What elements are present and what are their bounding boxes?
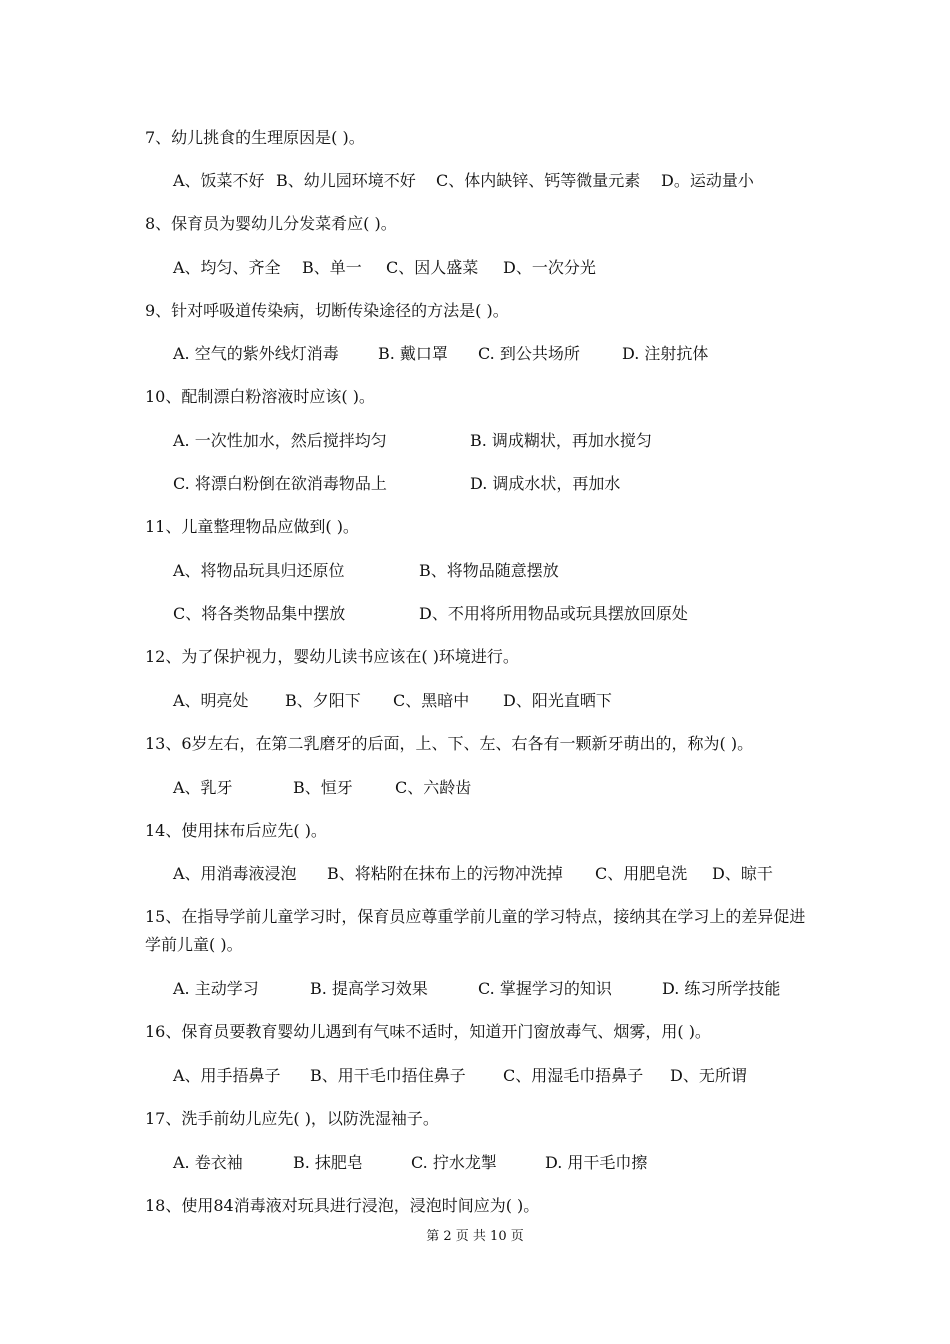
question-8-option-d: D、一次分光 [503,258,596,277]
question-7-option-b: B、幼儿园环境不好 [276,171,416,190]
question-17-option-c: C. 拧水龙掣 [411,1153,497,1172]
question-18: 18、使用84消毒液对玩具进行浸泡，浸泡时间应为( )。 [145,1196,540,1215]
question-17-option-b: B. 抹肥皂 [293,1153,363,1172]
question-9-option-a: A. 空气的紫外线灯消毒 [173,344,339,363]
question-13-option-b: B、恒牙 [293,778,353,797]
question-9-option-b: B. 戴口罩 [378,344,448,363]
question-12-option-a: A、明亮处 [173,691,249,710]
question-13-option-a: A、乳牙 [173,778,233,797]
question-16-option-b: B、用干毛巾捂住鼻子 [310,1066,466,1085]
question-13-option-c: C、六龄齿 [395,778,472,797]
question-15-option-c: C. 掌握学习的知识 [478,979,612,998]
question-11: 11、儿童整理物品应做到( )。 [145,517,359,536]
question-14-option-b: B、将粘附在抹布上的污物冲洗掉 [327,864,563,883]
question-17-option-d: D. 用干毛巾擦 [545,1153,648,1172]
question-8-option-a: A、均匀、齐全 [173,258,281,277]
question-11-option-d: D、不用将所用物品或玩具摆放回原处 [419,604,688,623]
question-16-option-c: C、用湿毛巾捂鼻子 [503,1066,644,1085]
question-7-option-d: D。运动量小 [661,171,754,190]
question-8-option-c: C、因人盛菜 [386,258,479,277]
question-16-option-d: D、无所谓 [670,1066,747,1085]
question-14-option-c: C、用肥皂洗 [595,864,688,883]
question-9-option-d: D. 注射抗体 [622,344,709,363]
page-number-footer: 第 2 页 共 10 页 [426,1229,524,1244]
question-16-option-a: A、用手捂鼻子 [173,1066,281,1085]
question-10-option-c: C. 将漂白粉倒在欲消毒物品上 [173,474,387,493]
question-14-option-d: D、晾干 [712,864,773,883]
question-8-option-b: B、单一 [302,258,362,277]
question-12-option-d: D、阳光直晒下 [503,691,612,710]
question-7-option-a: A、饭菜不好 [173,171,265,190]
question-16: 16、保育员要教育婴幼儿遇到有气味不适时，知道开门窗放毒气、烟雾，用( )。 [145,1022,711,1041]
question-11-option-a: A、将物品玩具归还原位 [173,561,345,580]
question-10: 10、配制漂白粉溶液时应该( )。 [145,387,375,406]
question-7: 7、幼儿挑食的生理原因是( )。 [145,128,365,147]
question-9: 9、针对呼吸道传染病，切断传染途径的方法是( )。 [145,301,509,320]
question-17-option-a: A. 卷衣袖 [173,1153,243,1172]
question-10-option-b: B. 调成糊状，再加水搅匀 [470,431,652,450]
question-15-option-b: B. 提高学习效果 [310,979,428,998]
question-17: 17、洗手前幼儿应先( )，以防洗湿袖子。 [145,1109,439,1128]
question-8: 8、保育员为婴幼儿分发菜肴应( )。 [145,214,397,233]
question-15-option-a: A. 主动学习 [173,979,259,998]
question-10-option-d: D. 调成水状，再加水 [470,474,621,493]
question-12-option-c: C、黑暗中 [393,691,470,710]
question-7-option-c: C、体内缺锌、钙等微量元素 [436,171,641,190]
question-9-option-c: C. 到公共场所 [478,344,580,363]
question-12: 12、为了保护视力，婴幼儿读书应该在( )环境进行。 [145,647,519,666]
question-11-option-c: C、将各类物品集中摆放 [173,604,346,623]
question-14: 14、使用抹布后应先( )。 [145,821,327,840]
question-14-option-a: A、用消毒液浸泡 [173,864,297,883]
question-15-option-d: D. 练习所学技能 [662,979,781,998]
question-11-option-b: B、将物品随意摆放 [419,561,559,580]
question-12-option-b: B、夕阳下 [285,691,361,710]
question-15: 15、在指导学前儿童学习时，保育员应尊重学前儿童的学习特点，接纳其在学习上的差异促进学前儿童( )。 [145,907,806,954]
question-10-option-a: A. 一次性加水，然后搅拌均匀 [173,431,387,450]
question-13: 13、6岁左右，在第二乳磨牙的后面，上、下、左、右各有一颗新牙萌出的，称为( )。 [145,734,754,753]
